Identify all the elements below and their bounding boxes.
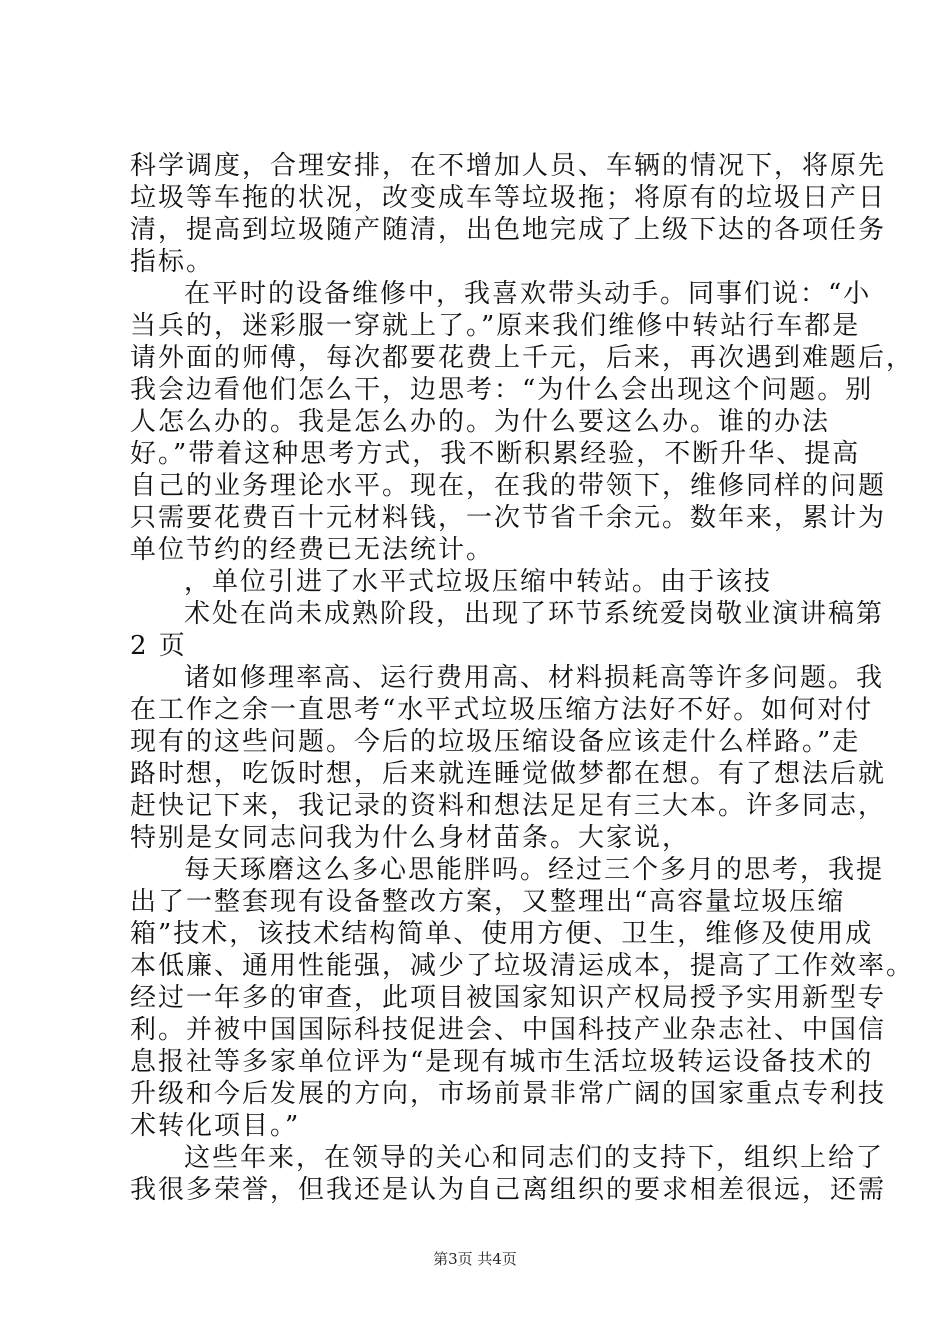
text-line: 我会边看他们怎么干，边思考：“为什么会出现这个问题。别 — [130, 375, 874, 405]
text-line: 经过一年多的审查，此项目被国家知识产权局授予实用新型专 — [130, 983, 887, 1013]
text-line: ，单位引进了水平式垃圾压缩中转站。由于该技 — [184, 567, 773, 597]
text-line: 这些年来，在领导的关心和同志们的支持下，组织上给了 — [184, 1143, 885, 1173]
text-line: 息报社等多家单位评为“是现有城市生活垃圾转运设备技术的 — [130, 1047, 874, 1077]
text-line: 每天琢磨这么多心思能胖吗。经过三个多月的思考，我提 — [184, 855, 885, 885]
text-line: 术处在尚未成熟阶段，出现了环节系统爱岗敬业演讲稿第 — [184, 599, 885, 629]
text-line: 本低廉、通用性能强，减少了垃圾清运成本，提高了工作效率。 — [130, 951, 915, 981]
page-footer: 第3页 共4页 — [433, 1250, 517, 1268]
text-line: 特别是女同志问我为什么身材苗条。大家说， — [130, 823, 691, 853]
text-line: 指标。 — [130, 247, 215, 277]
text-line: 人怎么办的。我是怎么办的。为什么要这么办。谁的办法 — [130, 407, 831, 437]
text-line: 好。”带着这种思考方式，我不断积累经验，不断升华、提高 — [130, 439, 861, 469]
text-line: 当兵的，迷彩服一穿就上了。”原来我们维修中转站行车都是 — [130, 311, 861, 341]
text-line: 出了一整套现有设备整改方案，又整理出“高容量垃圾压缩 — [130, 887, 846, 917]
text-line: 现有的这些问题。今后的垃圾压缩设备应该走什么样路。”走 — [130, 727, 861, 757]
text-line: 在平时的设备维修中，我喜欢带头动手。同事们说：“小 — [184, 279, 872, 309]
text-line: 我很多荣誉，但我还是认为自己离组织的要求相差很远，还需 — [130, 1175, 887, 1205]
text-line: 升级和今后发展的方向，市场前景非常广阔的国家重点专利技 — [130, 1079, 887, 1109]
text-line: 诸如修理率高、运行费用高、材料损耗高等许多问题。我 — [184, 663, 885, 693]
text-line: 术转化项目。” — [130, 1111, 301, 1141]
text-line: 2 页 — [130, 631, 187, 661]
text-line: 垃圾等车拖的状况，改变成车等垃圾拖；将原有的垃圾日产日 — [130, 183, 887, 213]
text-line: 自己的业务理论水平。现在，在我的带领下，维修同样的问题 — [130, 471, 887, 501]
text-line: 赶快记下来，我记录的资料和想法足足有三大本。许多同志， — [130, 791, 887, 821]
text-line: 路时想，吃饭时想，后来就连睡觉做梦都在想。有了想法后就 — [130, 759, 887, 789]
text-line: 科学调度，合理安排，在不增加人员、车辆的情况下，将原先 — [130, 151, 887, 181]
body-text — [130, 150, 915, 1206]
text-line: 只需要花费百十元材料钱，一次节省千余元。数年来，累计为 — [130, 503, 887, 533]
text-line: 在工作之余一直思考“水平式垃圾压缩方法好不好。如何对付 — [130, 695, 874, 725]
text-line: 清，提高到垃圾随产随清，出色地完成了上级下达的各项任务 — [130, 215, 887, 245]
text-line: 单位节约的经费已无法统计。 — [130, 535, 495, 565]
text-line: 箱”技术，该技术结构简单、使用方便、卫生，维修及使用成 — [130, 919, 874, 949]
text-line: 利。并被中国国际科技促进会、中国科技产业杂志社、中国信 — [130, 1015, 887, 1045]
text-line: 请外面的师傅，每次都要花费上千元，后来，再次遇到难题后， — [130, 343, 915, 373]
